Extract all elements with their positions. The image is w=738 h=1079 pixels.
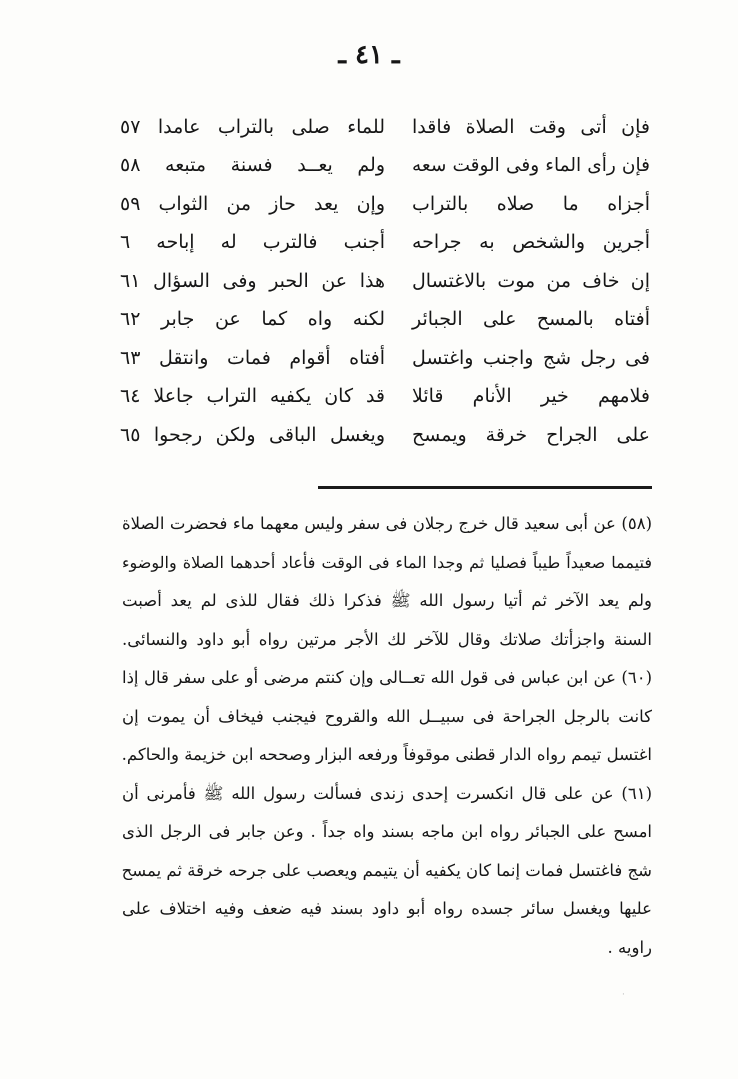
- verse-first-hemistich: إن خاف من موت بالاغتسال: [412, 269, 650, 292]
- poem-verse: [120, 262, 650, 301]
- verse-second-hemistich: ويغسل الباقى ولكن رجحوا ٦٥: [120, 423, 385, 446]
- verse-first-hemistich: فإن أتى وقت الصلاة فاقدا: [412, 115, 650, 138]
- verse-first-hemistich: فى رجل شج واجنب واغتسل: [412, 346, 650, 369]
- footnote-line: ولم يعد الآخر ثم أتيا رسول الله ﷺ فذكرا ذلك فقال للذى لم يعد أصبت: [122, 591, 652, 610]
- poem-verse: [120, 224, 650, 263]
- verse-second-hemistich: وإن يعد حاز من الثواب ٥٩: [120, 192, 385, 215]
- footnote-line: عليها ويغسل سائر جسده رواه أبو داود بسند فيه ضعف وفيه اختلاف على: [122, 899, 652, 918]
- poem-verse: [120, 339, 650, 378]
- footnote-line: (٦١) عن على قال انكسرت إحدى زندى فسألت رسول الله ﷺ فأمرنى أن: [122, 783, 652, 803]
- poem-verse: [120, 185, 650, 224]
- footnote-line: شج فاغتسل فمات إنما كان يكفيه أن يتيمم ويعصب على جرحه خرقة ثم يمسح: [121, 860, 652, 880]
- footnote-line: (٥٨) عن أبى سعيد قال خرج رجلان فى سفر وليس معهما ماء فحضرت الصلاة: [122, 514, 652, 533]
- poem-block: [120, 108, 650, 455]
- footnote-line: امسح على الجبائر رواه ابن ماجه بسند واه جداً . وعن جابر فى الرجل الذى: [122, 822, 652, 841]
- verse-first-hemistich: أجرين والشخص به جراحه: [412, 231, 650, 254]
- verse-second-hemistich: للماء صلى بالتراب عامدا ٥٧: [120, 115, 385, 138]
- poem-verse: [120, 147, 650, 186]
- footnote-line: السنة واجزأتك صلاتك وقال للآخر لك الأجر مرتين رواه أبو داود والنسائى.: [122, 629, 652, 649]
- footnote-line: راويه .: [607, 937, 652, 957]
- footnote-divider: [318, 486, 652, 489]
- verse-first-hemistich: فلامهم خير الأنام قائلا: [412, 385, 650, 408]
- footnote-line: اغتسل تيمم رواه الدار قطنى موقوفاً ورفعه البزار وصححه ابن خزيمة والحاكم.: [121, 745, 652, 764]
- page-number: ـ ٤١ ـ: [338, 40, 400, 70]
- verse-second-hemistich: قد كان يكفيه التراب جاعلا ٦٤: [120, 385, 385, 408]
- verse-first-hemistich: فإن رأى الماء وفى الوقت سعه: [412, 154, 650, 176]
- verse-first-hemistich: أجزاه ما صلاه بالتراب: [412, 192, 650, 215]
- footnote-line: فتيمما صعيداً طيباً فصليا ثم وجدا الماء فى الوقت فأعاد أحدهما الصلاة والوضوء: [122, 552, 652, 572]
- verse-first-hemistich: على الجراح خرقة ويمسح: [412, 423, 650, 446]
- verse-second-hemistich: هذا عن الحبر وفى السؤال ٦١: [120, 269, 385, 292]
- verse-second-hemistich: أجنب فالترب له إباحه ٦: [120, 231, 385, 254]
- verse-second-hemistich: أفتاه أقوام فمات وانتقل ٦٣: [120, 346, 385, 369]
- footnotes-block: [122, 505, 652, 967]
- footnote-line: (٦٠) عن ابن عباس فى قول الله تعــالى وإن كنتم مرضى أو على سفر قال إذا: [122, 668, 652, 687]
- poem-verse: [120, 378, 650, 417]
- print-speck: ·: [622, 990, 625, 1000]
- poem-verse: [120, 416, 650, 455]
- footnote-line: كانت بالرجل الجراحة فى سبيــل الله والقروح فيجنب فيخاف أن يموت إن: [122, 706, 652, 726]
- verse-second-hemistich: لكنه واه كما عن جابر ٦٢: [120, 308, 385, 331]
- verse-first-hemistich: أفتاه بالمسح على الجبائر: [412, 308, 650, 331]
- poem-verse: [120, 108, 650, 147]
- verse-second-hemistich: ولم يعــد فسنة متبعه ٥٨: [120, 154, 385, 177]
- poem-verse: [120, 301, 650, 340]
